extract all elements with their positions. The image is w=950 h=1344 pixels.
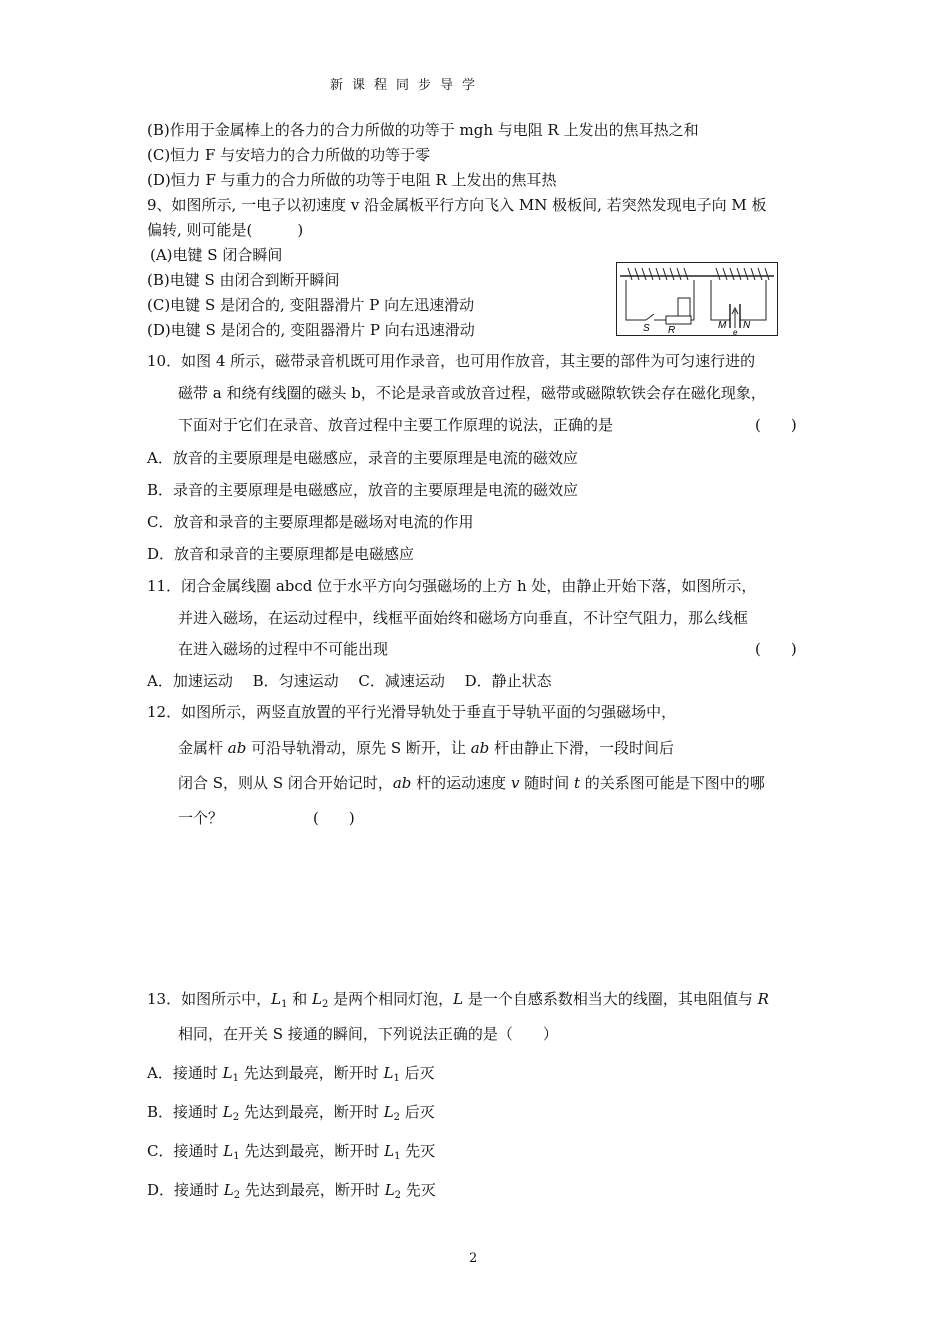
q11-options: A．加速运动 B．匀速运动 C．减速运动 D．静止状态	[147, 672, 552, 690]
electron-arrow	[732, 308, 738, 328]
var-l: L	[311, 990, 322, 1008]
rheostat-r	[666, 316, 691, 324]
var-l: L	[223, 1181, 234, 1199]
q9-option-a: (A)电键 S 闭合瞬间	[150, 246, 283, 264]
q10-option-b: B．录音的主要原理是电磁感应，放音的主要原理是电流的磁效应	[147, 481, 579, 499]
text: 是一个自感系数相当大的线圈，其电阻值与	[463, 990, 758, 1008]
text: 是两个相同灯泡，	[328, 990, 454, 1008]
label-m: M	[718, 320, 727, 331]
text: 先达到最亮，断开时	[240, 1181, 385, 1199]
text: D．接通时	[147, 1181, 224, 1199]
subscript: 2	[321, 999, 329, 1010]
var-ab: ab	[470, 739, 490, 757]
text: 先达到最亮，断开时	[239, 1103, 384, 1121]
var-l: L	[453, 990, 464, 1008]
label-e: e	[733, 328, 738, 336]
var-ab: ab	[227, 739, 247, 757]
text: 闭合 S，则从 S 闭合开始记时，	[178, 774, 393, 792]
q12-line2	[178, 737, 674, 758]
text: 杆的运动速度	[411, 774, 511, 792]
text: 随时间	[519, 774, 574, 792]
q10-option-c: C．放音和录音的主要原理都是磁场对电流的作用	[147, 513, 474, 531]
q8-option-b: (B)作用于金属棒上的各力的合力所做的功等于 mgh 与电阻 R 上发出的焦耳热之和	[147, 121, 699, 139]
q13-line1	[147, 988, 769, 1010]
q12-line1: 12．如图所示，两竖直放置的平行光滑导轨处于垂直于导轨平面的匀强磁场中，	[147, 703, 677, 721]
text: 金属杆	[178, 739, 228, 757]
text: 的关系图可能是下图中的哪	[580, 774, 765, 792]
subscript: 2	[232, 1112, 240, 1123]
var-l: L	[384, 1181, 395, 1199]
text: B．接通时	[147, 1103, 223, 1121]
text: 13．如图所示中，	[147, 990, 272, 1008]
q9-option-c: (C)电键 S 是闭合的, 变阻器滑片 P 向左迅速滑动	[147, 296, 475, 314]
q10-answer-paren: ( )	[755, 416, 797, 434]
text: A．接通时	[147, 1064, 223, 1082]
text: 杆由静止下滑，一段时间后	[489, 739, 675, 757]
text: 先灭	[401, 1181, 436, 1199]
primary-coil	[628, 268, 688, 280]
text: 先达到最亮，断开时	[238, 1064, 384, 1082]
var-t: t	[573, 774, 581, 792]
subscript: 2	[394, 1190, 402, 1201]
label-n: N	[743, 320, 751, 331]
label-r: R	[668, 325, 676, 336]
var-ab: ab	[392, 774, 412, 792]
var-l: L	[383, 1103, 394, 1121]
figure-frame	[617, 263, 778, 336]
var-r: R	[757, 990, 769, 1008]
subscript: 2	[393, 1112, 401, 1123]
primary-wiring	[626, 280, 694, 320]
subscript: 2	[233, 1190, 241, 1201]
q8-option-d: (D)恒力 F 与重力的合力所做的功等于电阻 R 上发出的焦耳热	[147, 171, 557, 189]
text: 和	[287, 990, 312, 1008]
text: C．接通时	[147, 1142, 224, 1160]
q10-option-a: A．放音的主要原理是电磁感应，录音的主要原理是电流的磁效应	[147, 449, 578, 467]
page-number: 2	[469, 1251, 478, 1266]
q13-option-b	[147, 1101, 435, 1123]
label-s: S	[643, 323, 650, 334]
q9-stem-line1: 9、如图所示, 一电子以初速度 v 沿金属板平行方向飞入 MN 极板间, 若突然发现电子向 M 板	[147, 196, 767, 214]
q9-option-d: (D)电键 S 是闭合的, 变阻器滑片 P 向右迅速滑动	[147, 321, 475, 339]
q10-line3: 下面对于它们在录音、放音过程中主要工作原理的说法，正确的是	[178, 416, 614, 434]
text: 可沿导轨滑动，原先 S 断开，让	[246, 739, 471, 757]
var-l: L	[383, 1064, 394, 1082]
q8-option-c: (C)恒力 F 与安培力的合力所做的功等于零	[147, 146, 431, 164]
subscript: 1	[281, 999, 288, 1010]
var-l: L	[222, 1103, 233, 1121]
q12-line4: 一个？ ( )	[178, 809, 355, 827]
secondary-coil	[716, 268, 769, 280]
text: 先达到最亮，断开时	[239, 1142, 385, 1160]
var-l: L	[271, 990, 282, 1008]
subscript: 1	[393, 1073, 400, 1084]
q10-line1: 10．如图 4 所示，磁带录音机既可用作录音，也可用作放音，其主要的部件为可匀速行进的	[147, 352, 756, 370]
q13-option-a	[147, 1062, 435, 1084]
q9-option-b: (B)电键 S 由闭合到断开瞬间	[147, 271, 340, 289]
q11-line1: 11．闭合金属线圈 abcd 位于水平方向匀强磁场的上方 h 处，由静止开始下落，如图所示，	[147, 577, 757, 595]
q9-stem-line2: 偏转, 则可能是( )	[147, 221, 304, 239]
page-header: 新课程同步导学	[330, 78, 485, 93]
q13-line2: 相同，在开关 S 接通的瞬间，下列说法正确的是（ ）	[178, 1025, 558, 1043]
subscript: 1	[232, 1073, 239, 1084]
q11-line3: 在进入磁场的过程中不可能出现	[178, 640, 389, 658]
switch-s	[646, 314, 654, 320]
q12-line3	[178, 772, 765, 793]
q13-option-c	[147, 1140, 435, 1162]
q11-answer-paren: ( )	[755, 640, 797, 658]
secondary-wiring	[711, 280, 766, 320]
q9-circuit-figure	[616, 262, 778, 336]
text: 先灭	[400, 1142, 436, 1160]
subscript: 1	[394, 1151, 401, 1162]
q13-option-d	[147, 1179, 436, 1201]
subscript: 1	[233, 1151, 240, 1162]
q10-line2: 磁带 a 和绕有线圈的磁头 b，不论是录音或放音过程，磁带或磁隙软铁会存在磁化现象，	[178, 384, 766, 402]
text: 后灭	[399, 1064, 435, 1082]
var-v: v	[510, 774, 520, 792]
text: 后灭	[400, 1103, 435, 1121]
var-l: L	[222, 1064, 233, 1082]
q11-line2: 并进入磁场，在运动过程中，线框平面始终和磁场方向垂直，不计空气阻力，那么线框	[178, 609, 749, 627]
rheostat-slider-p	[678, 298, 690, 316]
var-l: L	[384, 1142, 395, 1160]
var-l: L	[223, 1142, 234, 1160]
q10-option-d: D．放音和录音的主要原理都是电磁感应	[147, 545, 415, 563]
